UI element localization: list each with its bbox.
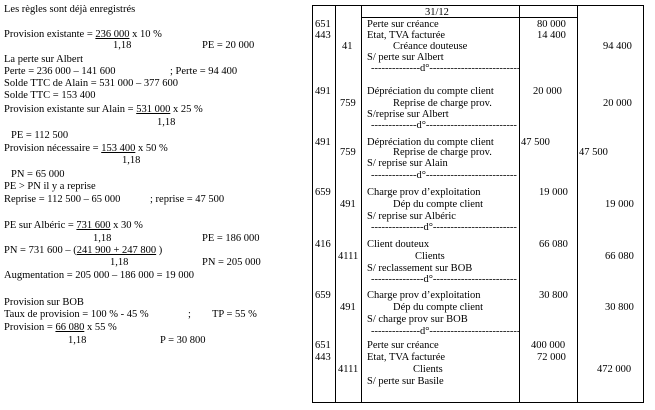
pn-result: PN = 205 000 xyxy=(202,257,261,268)
heading: Les règles sont déjà enregistrés xyxy=(4,4,136,15)
account-debit: 491 xyxy=(315,137,331,148)
account-credit: 759 xyxy=(340,98,356,109)
account-credit: 41 xyxy=(342,41,353,52)
pn-line: PN = 731 600 – (241 900 + 247 800 ) xyxy=(4,245,163,256)
debit-amount: 80 000 xyxy=(537,19,566,30)
credit-amount: 47 500 xyxy=(579,147,608,158)
entry-label: Etat, TVA facturée xyxy=(367,352,446,363)
debit-amount: 66 080 xyxy=(539,239,568,250)
debit-amount: 19 000 xyxy=(539,187,568,198)
account-debit: 491 xyxy=(315,86,331,97)
credit-amount: 66 080 xyxy=(605,251,634,262)
reprise-line: Reprise = 112 500 – 65 000 xyxy=(4,194,121,205)
entry-label: S/ perte sur Albert xyxy=(367,52,444,63)
entry-label: S/reprise sur Albert xyxy=(367,109,449,120)
entry-label: Perte sur créance xyxy=(367,19,439,30)
pn-result: PN = 65 000 xyxy=(11,169,65,180)
account-debit: 443 xyxy=(315,30,331,41)
entry-label: Dép du compte client xyxy=(393,302,484,313)
credit-amount: 30 800 xyxy=(605,302,634,313)
p-result: P = 30 800 xyxy=(160,335,206,346)
section-title: Provision sur BOB xyxy=(4,297,84,308)
entry-label: Créance douteuse xyxy=(393,41,468,52)
account-credit: 4111 xyxy=(338,364,359,375)
entry-label: Dépréciation du compte client xyxy=(367,137,494,148)
entry-label: S/ charge prov sur BOB xyxy=(367,314,468,325)
divisor: 1,18 xyxy=(157,117,176,128)
account-debit: 659 xyxy=(315,187,331,198)
account-credit: 759 xyxy=(340,147,356,158)
divisor: 1,18 xyxy=(93,233,112,244)
entry-label: Dépréciation du compte client xyxy=(367,86,494,97)
account-debit: 659 xyxy=(315,290,331,301)
entry-separator: --------------d°-------------------------- xyxy=(371,63,521,74)
solde-ttc: Solde TTC = 153 400 xyxy=(4,90,96,101)
column-divider xyxy=(577,6,578,402)
debit-amount: 14 400 xyxy=(537,30,566,41)
provision-existante-line: Provision existante = 236 000 x 10 % xyxy=(4,29,162,40)
credit-amount: 20 000 xyxy=(603,98,632,109)
pe-result: PE = 20 000 xyxy=(202,40,255,51)
account-debit: 651 xyxy=(315,19,331,30)
entry-label: Dép du compte client xyxy=(393,199,484,210)
entry-label: S/ perte sur Basile xyxy=(367,376,444,387)
entry-label: Clients xyxy=(413,364,443,375)
entry-label: Charge prov d’exploitation xyxy=(367,187,481,198)
entry-label: Etat, TVA facturée xyxy=(367,30,446,41)
journal-date: 31/12 xyxy=(425,7,449,18)
debit-amount: 30 800 xyxy=(539,290,568,301)
debit-amount: 72 000 xyxy=(537,352,566,363)
entry-separator: -------------d°-------------------------- xyxy=(371,170,517,181)
entry-separator: --------------d°-------------------------- xyxy=(371,326,521,337)
section-title: La perte sur Albert xyxy=(4,54,84,65)
credit-amount: 19 000 xyxy=(605,199,634,210)
entry-separator: ---------------d°------------------------ xyxy=(371,274,517,285)
taux-line: Taux de provision = 100 % - 45 % xyxy=(4,309,149,320)
account-debit: 651 xyxy=(315,340,331,351)
entry-label: S/ reprise sur Alain xyxy=(367,158,448,169)
pe-result: PE = 186 000 xyxy=(202,233,260,244)
divisor: 1,18 xyxy=(113,40,132,51)
column-divider xyxy=(361,6,362,402)
pe-alberic-line: PE sur Albéric = 731 600 x 30 % xyxy=(4,220,143,231)
account-credit: 491 xyxy=(340,302,356,313)
perte-line: Perte = 236 000 – 141 600 xyxy=(4,66,116,77)
entry-label: S/ reprise sur Albéric xyxy=(367,211,456,222)
account-credit: 4111 xyxy=(338,251,359,262)
reprise-condition: PE > PN il y a reprise xyxy=(4,181,96,192)
entry-label: Reprise de charge prov. xyxy=(393,98,492,109)
tp-result: TP = 55 % xyxy=(212,309,257,320)
entry-label: Perte sur créance xyxy=(367,340,439,351)
debit-amount: 47 500 xyxy=(521,137,550,148)
divisor: 1,18 xyxy=(110,257,129,268)
column-divider xyxy=(335,6,336,402)
separator-semicolon: ; xyxy=(188,309,191,320)
provision-line: Provision = 66 080 x 55 % xyxy=(4,322,117,333)
pe-result: PE = 112 500 xyxy=(11,130,69,141)
provision-alain-line: Provision existante sur Alain = 531 000 x 25 % xyxy=(4,104,203,115)
augmentation-line: Augmentation = 205 000 – 186 000 = 19 000 xyxy=(4,270,195,281)
entry-label: S/ reclassement sur BOB xyxy=(367,263,473,274)
solde-ttc-alain: Solde TTC de Alain = 531 000 – 377 600 xyxy=(4,78,179,89)
debit-amount: 400 000 xyxy=(531,340,566,351)
entry-separator: ---------------d°------------------------ xyxy=(371,222,517,233)
entry-label: Reprise de charge prov. xyxy=(393,147,492,158)
entry-separator: -------------d°-------------------------- xyxy=(371,120,517,131)
credit-amount: 94 400 xyxy=(603,41,632,52)
journal-table xyxy=(312,5,644,403)
entry-label: Charge prov d’exploitation xyxy=(367,290,481,301)
divisor: 1,18 xyxy=(122,155,141,166)
reprise-value: ; reprise = 47 500 xyxy=(150,194,225,205)
entry-label: Client douteux xyxy=(367,239,430,250)
provision-necessaire-line: Provision nécessaire = 153 400 x 50 % xyxy=(4,143,168,154)
account-debit: 416 xyxy=(315,239,331,250)
perte-value: ; Perte = 94 400 xyxy=(170,66,238,77)
divisor: 1,18 xyxy=(68,335,87,346)
account-credit: 491 xyxy=(340,199,356,210)
date-underline xyxy=(361,17,577,18)
entry-label: Clients xyxy=(415,251,445,262)
debit-amount: 20 000 xyxy=(533,86,562,97)
credit-amount: 472 000 xyxy=(597,364,632,375)
account-debit: 443 xyxy=(315,352,331,363)
